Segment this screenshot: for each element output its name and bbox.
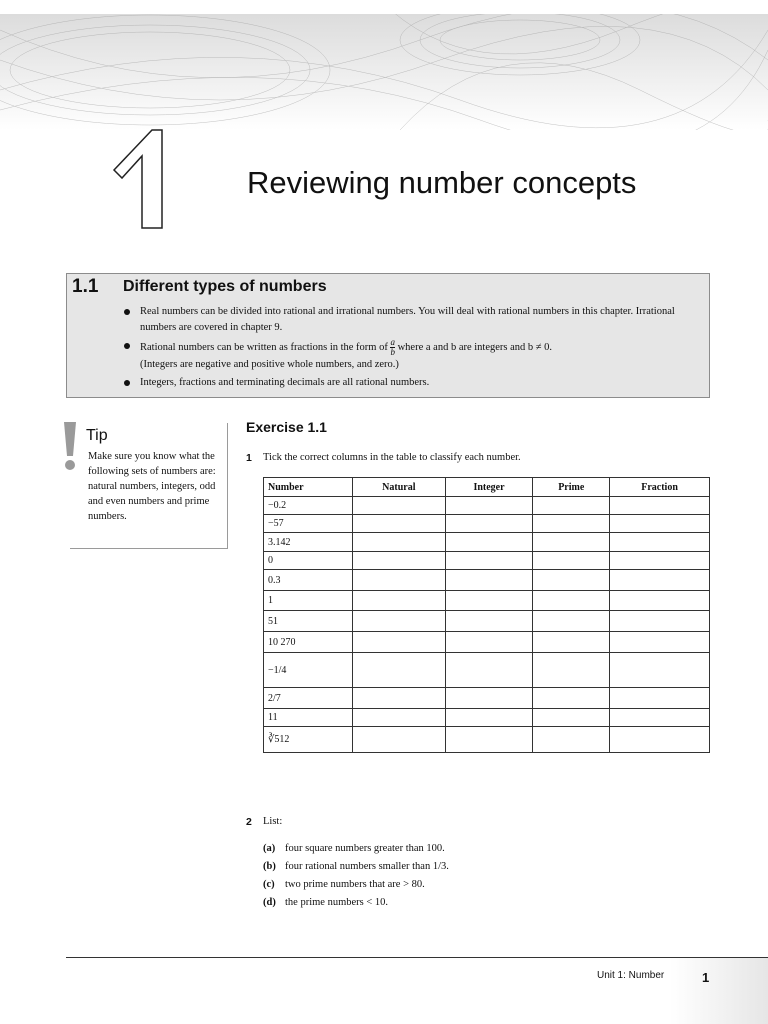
- tick-cell-integer[interactable]: [445, 533, 533, 552]
- footer-decoration: [670, 958, 768, 1024]
- header-integer: Integer: [445, 478, 533, 497]
- list-item: (d) the prime numbers < 10.: [263, 897, 389, 908]
- footer-rule: [66, 957, 768, 958]
- tick-cell-integer[interactable]: [445, 552, 533, 570]
- bullet-dot: [124, 309, 130, 315]
- tick-cell-integer[interactable]: [445, 515, 533, 533]
- list-item: (a) four square numbers greater than 100.: [263, 843, 445, 854]
- page-number: 1: [702, 970, 710, 985]
- section-title: Different types of numbers: [123, 278, 327, 295]
- footer-unit-label: Unit 1: Number: [597, 970, 665, 981]
- table-row: [264, 709, 710, 727]
- tick-cell-natural[interactable]: [353, 653, 446, 688]
- tick-cell-natural[interactable]: [353, 727, 446, 753]
- tick-cell-prime[interactable]: [533, 632, 610, 653]
- chapter-number: [108, 128, 178, 232]
- question-2-list: [263, 840, 449, 912]
- number-cell: 0.3: [264, 570, 353, 591]
- tick-cell-integer[interactable]: [445, 611, 533, 632]
- tick-cell-natural[interactable]: [353, 533, 446, 552]
- number-cell: 1: [264, 591, 353, 611]
- tick-cell-integer[interactable]: [445, 632, 533, 653]
- header-fraction: Fraction: [610, 478, 710, 497]
- tick-cell-natural[interactable]: [353, 497, 446, 515]
- tick-cell-integer[interactable]: [445, 688, 533, 709]
- header-number: Number: [264, 478, 353, 497]
- top-margin: [0, 0, 768, 14]
- table-row: [264, 653, 710, 688]
- tick-cell-prime[interactable]: [533, 611, 610, 632]
- table-row: [264, 515, 710, 533]
- tick-cell-integer[interactable]: [445, 653, 533, 688]
- tick-cell-prime[interactable]: [533, 533, 610, 552]
- banner-pattern: [0, 0, 768, 130]
- tick-cell-fraction[interactable]: [610, 533, 710, 552]
- table-row: [264, 688, 710, 709]
- tick-cell-prime[interactable]: [533, 727, 610, 753]
- number-cell: −57: [264, 515, 353, 533]
- number-cell: ∛512: [264, 727, 353, 753]
- table-row: [264, 611, 710, 632]
- tick-cell-fraction[interactable]: [610, 727, 710, 753]
- exercise-title: Exercise 1.1: [246, 419, 327, 435]
- table-row: [264, 497, 710, 515]
- tip-text: Make sure you know what the following sets of numbers are: natural numbers, integers, odd and even numbers and prime numbers.: [88, 451, 216, 522]
- question-2-number: 2: [246, 816, 252, 828]
- tick-cell-integer[interactable]: [445, 727, 533, 753]
- tick-cell-integer[interactable]: [445, 570, 533, 591]
- classification-table: [263, 477, 710, 753]
- tick-cell-natural[interactable]: [353, 552, 446, 570]
- number-cell: −1/4: [264, 653, 353, 688]
- tick-cell-fraction[interactable]: [610, 611, 710, 632]
- tip-title: Tip: [86, 427, 108, 444]
- bullet-rational-numbers: Rational numbers can be written as fractions in the form of $\frac{a}{b}$ where a and b are integers and b ≠ 0. (Integers are negative and positive whole numbers, and zero.): [122, 338, 682, 373]
- table-header-row: [264, 478, 710, 497]
- chapter-banner: [0, 0, 768, 130]
- table-row: [264, 570, 710, 591]
- question-1-number: 1: [246, 452, 252, 464]
- tick-cell-prime[interactable]: [533, 570, 610, 591]
- table-row: [264, 727, 710, 753]
- number-cell: 51: [264, 611, 353, 632]
- table-row: [264, 533, 710, 552]
- section-bullets: [122, 304, 682, 393]
- tick-cell-prime[interactable]: [533, 688, 610, 709]
- tick-cell-prime[interactable]: [533, 591, 610, 611]
- table-row: [264, 591, 710, 611]
- number-cell: 3.142: [264, 533, 353, 552]
- tick-cell-natural[interactable]: [353, 709, 446, 727]
- number-cell: −0.2: [264, 497, 353, 515]
- tick-cell-fraction[interactable]: [610, 709, 710, 727]
- bullet-real-numbers: Real numbers can be divided into rational and irrational numbers. You will deal with rational numbers in this chapter. Irrational numbers are covered in chapter 9.: [122, 304, 682, 336]
- tick-cell-natural[interactable]: [353, 570, 446, 591]
- tick-cell-integer[interactable]: [445, 709, 533, 727]
- section-number: 1.1: [72, 276, 99, 297]
- tick-cell-prime[interactable]: [533, 515, 610, 533]
- question-2-text: List:: [263, 816, 283, 827]
- tick-cell-fraction[interactable]: [610, 688, 710, 709]
- fraction-a-over-b: $\frac{a}{b}$: [390, 337, 395, 357]
- header-prime: Prime: [533, 478, 610, 497]
- tick-cell-fraction[interactable]: [610, 632, 710, 653]
- tick-cell-natural[interactable]: [353, 515, 446, 533]
- chapter-title: Reviewing number concepts: [247, 165, 637, 200]
- tick-cell-fraction[interactable]: [610, 552, 710, 570]
- list-item: (c) two prime numbers that are > 80.: [263, 879, 425, 890]
- tick-cell-fraction[interactable]: [610, 653, 710, 688]
- tick-cell-natural[interactable]: [353, 611, 446, 632]
- list-item: (b) four rational numbers smaller than 1/3.: [263, 861, 449, 872]
- tick-cell-integer[interactable]: [445, 497, 533, 515]
- number-cell: 11: [264, 709, 353, 727]
- number-cell: 10 270: [264, 632, 353, 653]
- tick-cell-fraction[interactable]: [610, 515, 710, 533]
- tick-cell-prime[interactable]: [533, 497, 610, 515]
- tick-cell-natural[interactable]: [353, 632, 446, 653]
- tick-cell-fraction[interactable]: [610, 497, 710, 515]
- tick-cell-fraction[interactable]: [610, 591, 710, 611]
- bullet-integers-fractions: Integers, fractions and terminating decimals are all rational numbers.: [122, 375, 682, 391]
- tick-cell-prime[interactable]: [533, 653, 610, 688]
- tick-cell-prime[interactable]: [533, 552, 610, 570]
- table-row: [264, 632, 710, 653]
- tick-cell-prime[interactable]: [533, 709, 610, 727]
- question-1-text: Tick the correct columns in the table to classify each number.: [263, 452, 521, 463]
- bullet-dot: [124, 380, 130, 386]
- number-cell: 2/7: [264, 688, 353, 709]
- tick-cell-natural[interactable]: [353, 591, 446, 611]
- table-row: [264, 552, 710, 570]
- exclamation-icon: [63, 422, 77, 472]
- header-natural: Natural: [353, 478, 446, 497]
- tick-cell-natural[interactable]: [353, 688, 446, 709]
- tick-cell-integer[interactable]: [445, 591, 533, 611]
- bullet-dot: [124, 343, 130, 349]
- number-cell: 0: [264, 552, 353, 570]
- tick-cell-fraction[interactable]: [610, 570, 710, 591]
